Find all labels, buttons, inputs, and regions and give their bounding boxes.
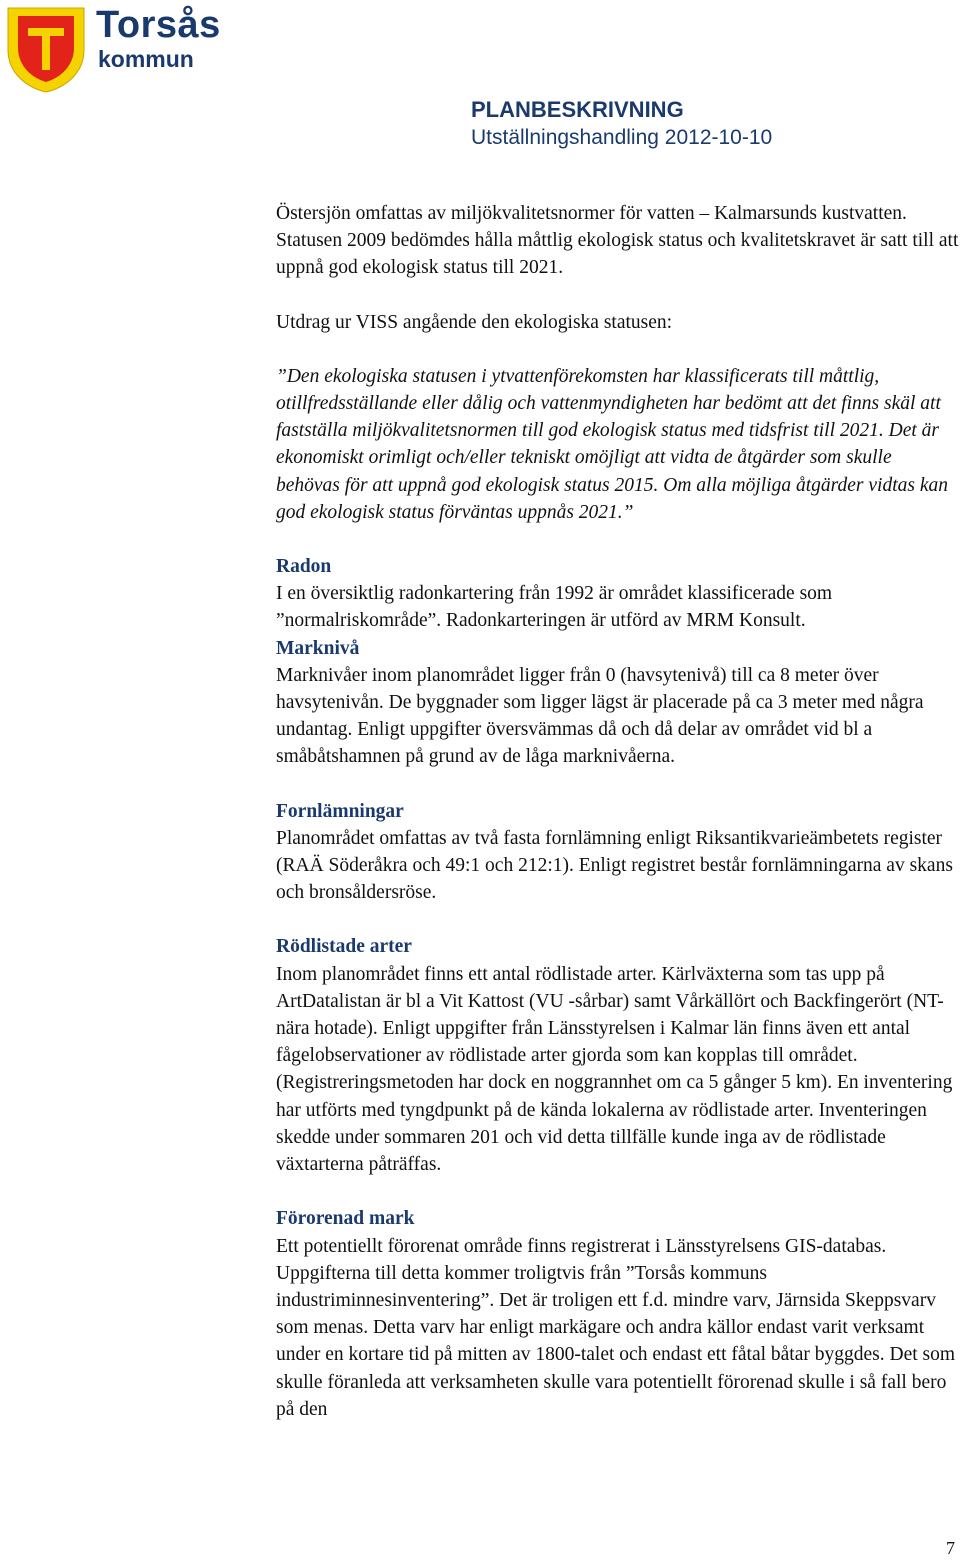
logo: [4, 4, 221, 94]
heading-radon: Radon: [276, 556, 332, 578]
paragraph-viss-intro: Utdrag ur VISS angående den ekologiska statusen:: [276, 311, 673, 333]
paragraph-rodlistade: Inom planområdet finns ett antal rödlistade arter. Kärlväxterna som tas upp på ArtDatalistan är bl a Vit Kattost (VU -sårbar) samt Vårkällört och Backfingerört (NT-nära hotade). Enligt uppgifter från Länsstyrelsen i Kalmar län finns även ett antal fågelobservationer av rödlistade arter gjorda som kan kopplas till området. (Registreringsmetoden har dock en noggrannhet om ca 5 gånger 5 km). En inventering har utförts med tyngdpunkt på de kända lokalerna av rödlistade arter. Inventeringen skedde under sommaren 201 och vid detta tillfälle kunde inga av de rödlistade växtarterna påträffas.: [276, 963, 953, 1176]
paragraph-markniva: Marknivåer inom planområdet ligger från 0 (havsytenivå) till ca 8 meter över havsytenivån. De byggnader som ligger lägst är placerade på ca 3 meter med några undantag. Enligt uppgifter översvämmas då och då delar av området vid bl a småbåtshamnen på grund av de låga marknivåerna.: [276, 664, 924, 768]
document-header: [471, 96, 772, 152]
heading-rodlistade: Rödlistade arter: [276, 936, 412, 958]
heading-fororenad: Förorenad mark: [276, 1208, 415, 1230]
paragraph-water-quality: Östersjön omfattas av miljökvalitetsnormer för vatten – Kalmarsunds kustvatten. Statusen 2009 bedömdes hålla måttlig ekologisk status och kvalitetskravet är satt till att uppnå god ekologisk status till 2021.: [276, 203, 959, 279]
paragraph-fornlamningar: Planområdet omfattas av två fasta fornlämning enligt Riksantikvarieämbetets register (RAÄ Söderåkra och 49:1 och 212:1). Enligt registret består fornlämningarna av skans och bronsåldersröse.: [276, 827, 953, 904]
logo-name: Torsås: [96, 4, 221, 46]
page-number: 7: [946, 1538, 955, 1558]
document-subtitle: Utställningshandling 2012-10-10: [471, 126, 773, 149]
paragraph-radon: I en översiktlig radonkartering från 1992 är området klassificerade som ”normalriskområde”. Radonkarteringen är utförd av MRM Konsult.: [276, 583, 833, 632]
coat-of-arms-icon: [4, 4, 88, 94]
heading-fornlamningar: Fornlämningar: [276, 800, 404, 822]
document-body: [276, 200, 960, 1423]
logo-subname: kommun: [98, 46, 194, 72]
paragraph-fororenad: Ett potentiellt förorenat område finns registrerat i Länsstyrelsens GIS-databas. Uppgifterna till detta kommer troligtvis från ”Torsås kommuns industriminnesinventering”. Det är troligen ett f.d. mindre varv, Järnsida Skeppsvarv som menas. Detta varv har enligt markägare och andra källor endast varit verksamt under en kortare tid på mitten av 1800-talet och endast ett fåtal båtar byggdes. Det som skulle föranleda att verksamheten skulle vara potentiellt förorenad skulle i så fall bero på den: [276, 1235, 956, 1420]
viss-quote: ”Den ekologiska statusen i ytvattenförekomsten har klassificerats till måttlig, otillfredsställande eller dålig och vattenmyndigheten har bedömt att det finns skäl att fastställa miljökvalitetsnormen till god ekologisk status med tidsfrist till 2021. Det är ekonomiskt orimligt och/eller tekniskt omöjligt att vidta de åtgärder som skulle behövas för att uppnå god ekologisk status 2015. Om alla möjliga åtgärder vidtas kan god ekologisk status förväntas uppnås 2021.”: [276, 365, 948, 523]
document-title: PLANBESKRIVNING: [471, 97, 684, 122]
heading-markniva: Marknivå: [276, 637, 360, 659]
